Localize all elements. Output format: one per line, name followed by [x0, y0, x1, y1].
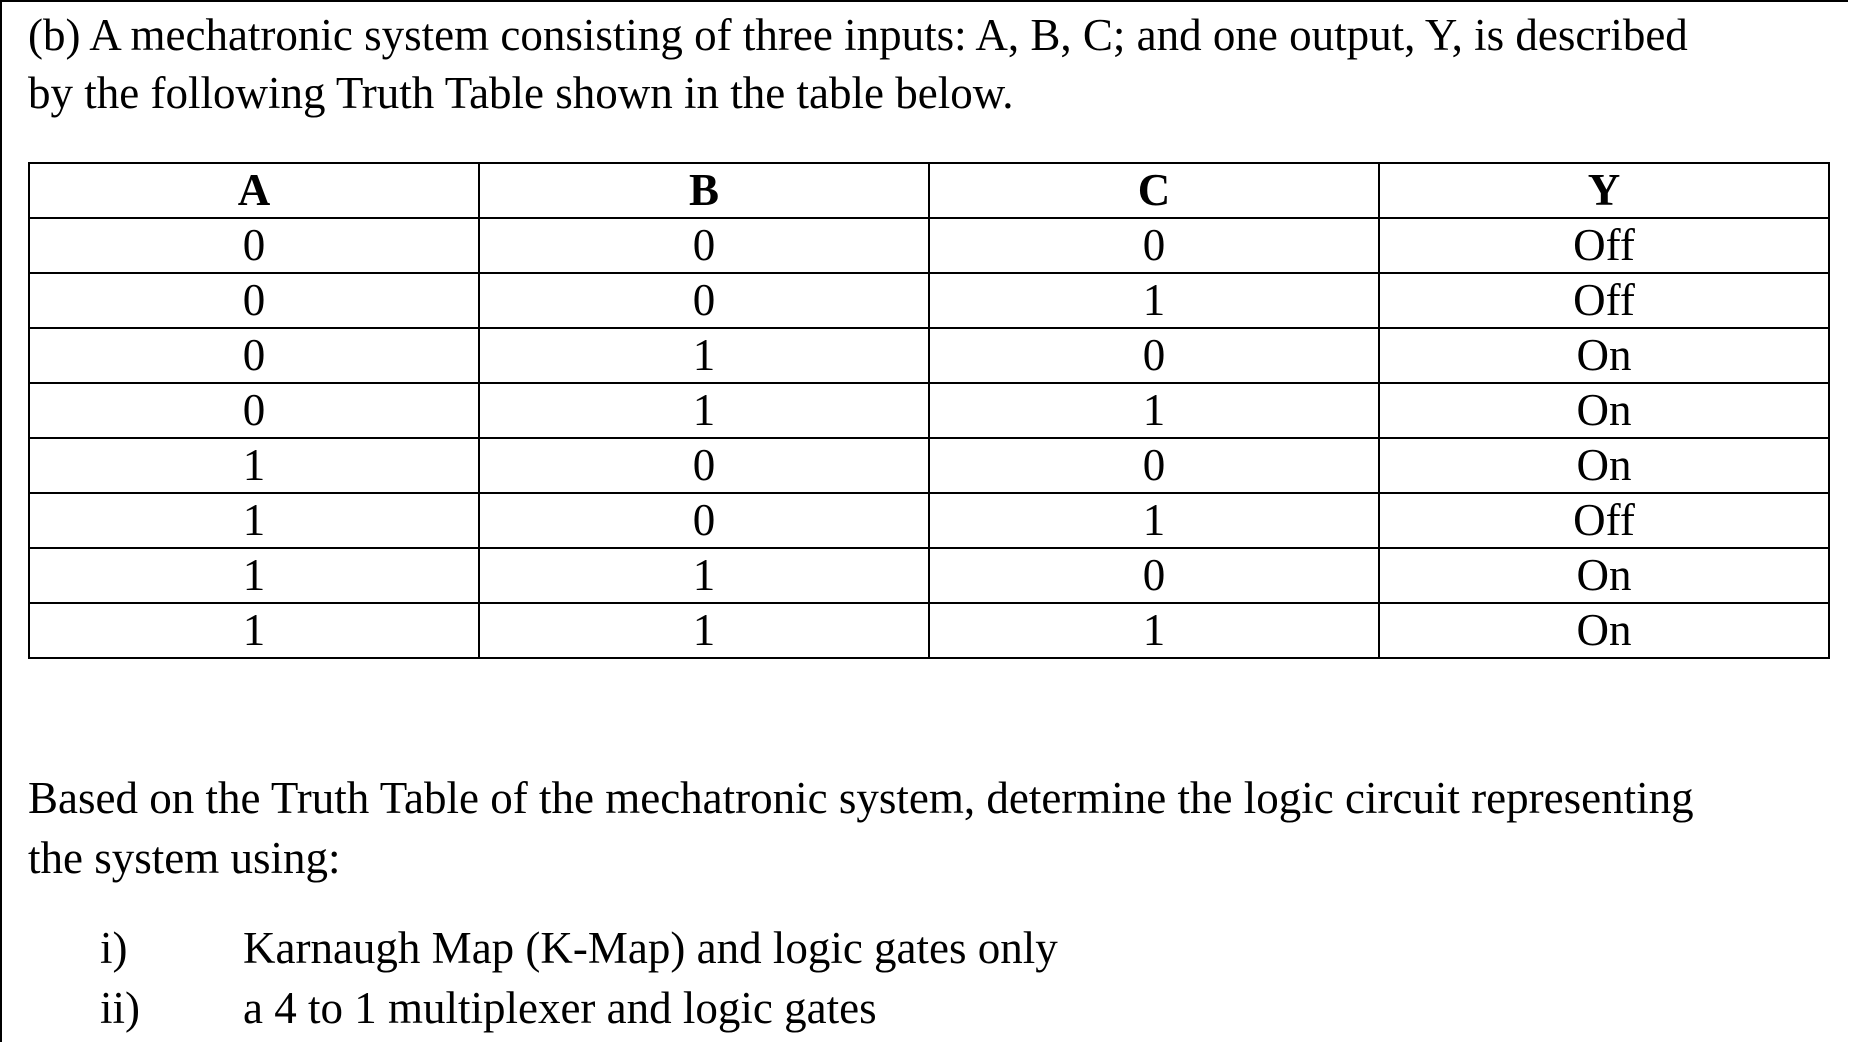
truth-table-header-row: [29, 163, 1829, 218]
cell-y: On: [1379, 438, 1829, 493]
list-item: [100, 978, 1058, 1038]
option-text: a 4 to 1 multiplexer and logic gates: [243, 983, 877, 1033]
cell-a: 0: [29, 273, 479, 328]
header-a: A: [29, 163, 479, 218]
cell-a: 0: [29, 328, 479, 383]
table-row: [29, 218, 1829, 273]
table-row: [29, 548, 1829, 603]
cell-y: On: [1379, 383, 1829, 438]
cell-c: 1: [929, 273, 1379, 328]
cell-b: 1: [479, 603, 929, 658]
table-row: [29, 328, 1829, 383]
intro-paragraph: [28, 6, 1828, 122]
cell-c: 0: [929, 218, 1379, 273]
cell-c: 0: [929, 438, 1379, 493]
cell-a: 0: [29, 218, 479, 273]
followup-paragraph: [28, 768, 1828, 888]
cell-y: On: [1379, 603, 1829, 658]
option-marker: ii): [100, 983, 140, 1033]
cell-b: 1: [479, 548, 929, 603]
cell-a: 0: [29, 383, 479, 438]
cell-a: 1: [29, 493, 479, 548]
cell-b: 1: [479, 328, 929, 383]
cell-b: 1: [479, 383, 929, 438]
cell-y: On: [1379, 328, 1829, 383]
intro-line-2: by the following Truth Table shown in the table below.: [28, 68, 1014, 118]
cell-y: On: [1379, 548, 1829, 603]
table-row: [29, 493, 1829, 548]
cell-c: 0: [929, 548, 1379, 603]
followup-line-2: the system using:: [28, 833, 341, 883]
options-list: [100, 918, 1058, 1038]
followup-line-1: Based on the Truth Table of the mechatronic system, determine the logic circuit representing: [28, 773, 1694, 823]
option-marker: i): [100, 923, 128, 973]
table-row: [29, 438, 1829, 493]
cell-b: 0: [479, 218, 929, 273]
cell-y: Off: [1379, 493, 1829, 548]
cell-a: 1: [29, 548, 479, 603]
cell-a: 1: [29, 603, 479, 658]
cell-c: 1: [929, 493, 1379, 548]
table-row: [29, 273, 1829, 328]
cell-y: Off: [1379, 218, 1829, 273]
cell-b: 0: [479, 273, 929, 328]
cell-y: Off: [1379, 273, 1829, 328]
header-y: Y: [1379, 163, 1829, 218]
cell-a: 1: [29, 438, 479, 493]
header-b: B: [479, 163, 929, 218]
header-c: C: [929, 163, 1379, 218]
cell-c: 1: [929, 383, 1379, 438]
cell-c: 0: [929, 328, 1379, 383]
cell-b: 0: [479, 438, 929, 493]
cell-b: 0: [479, 493, 929, 548]
cell-c: 1: [929, 603, 1379, 658]
table-row: [29, 603, 1829, 658]
truth-table: [28, 162, 1830, 659]
table-row: [29, 383, 1829, 438]
intro-line-1: (b) A mechatronic system consisting of three inputs: A, B, C; and one output, Y, is described: [28, 10, 1688, 60]
option-text: Karnaugh Map (K-Map) and logic gates only: [243, 923, 1058, 973]
list-item: [100, 918, 1058, 978]
